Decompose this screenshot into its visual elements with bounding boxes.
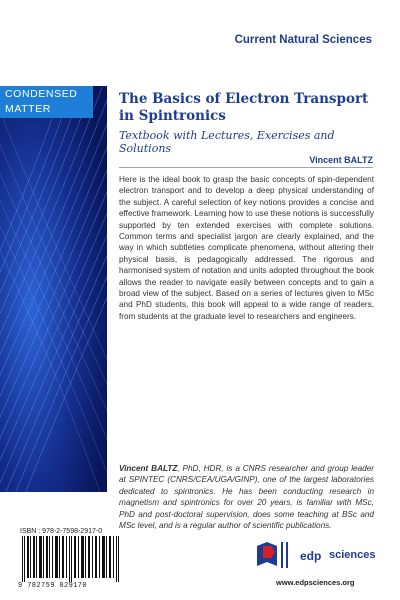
cover-pattern-panel	[0, 86, 107, 492]
publisher-logo-edp: edp	[300, 549, 322, 563]
publisher-logo-sciences: sciences	[329, 549, 376, 561]
barcode-digits: 9 782759 829170	[18, 582, 88, 590]
author-bio	[119, 463, 374, 531]
publisher-website[interactable]: www.edpsciences.org	[276, 578, 355, 587]
wave-pattern-graphic	[0, 86, 107, 492]
category-label	[0, 86, 93, 118]
divider	[119, 167, 373, 168]
book-title: The Basics of Electron Transport in Spintronics	[119, 91, 369, 124]
bio-text: , PhD, HDR, is a CNRS researcher and group leader at SPINTEC (CNRS/CEA/UGA/GINP), one of the largest laboratories dedicated to spintronics. He has been conducting research in magnetism and spintronics for over 20 years, is familiar with MSc, PhD and post-doctoral supervision, does some teaching at BSc and MSc level, and is a regular author of scientific publications.	[119, 464, 374, 531]
book-description: Here is the ideal book to grasp the basic concepts of spin-dependent electron transport and to develop a deep physical understanding of the subject. A careful selection of key notions provides a concise and effective framework. Learning how to use these notions is successfully supported by ten extended exercises with complete solutions. Common terms and specialist jargon are clearly explained, and the way in which subtleties complicate phenomena, without altering their physical basis, is pedagogically addressed. The rigorous and harmonised system of notation and units adopted throughout the book allows the reader to navigate easily between concepts and to gain a broad view of the subject. Based on a series of lectures given to MSc and PhD students, this book will appeal to a wide range of readers, from students at the graduate level to researchers and engineers.	[119, 175, 374, 321]
series-name: Current Natural Sciences	[234, 34, 372, 46]
category-line-1: CONDENSED	[5, 88, 78, 100]
barcode-graphic	[18, 536, 128, 582]
isbn-number: ISBN : 978-2-7598-2917-0	[20, 528, 103, 535]
book-subtitle: Textbook with Lectures, Exercises and Solutions	[119, 129, 335, 155]
author-name: Vincent BALTZ	[309, 155, 373, 165]
bio-author-name: Vincent BALTZ	[119, 464, 178, 473]
category-line-2: MATTER	[5, 103, 51, 115]
